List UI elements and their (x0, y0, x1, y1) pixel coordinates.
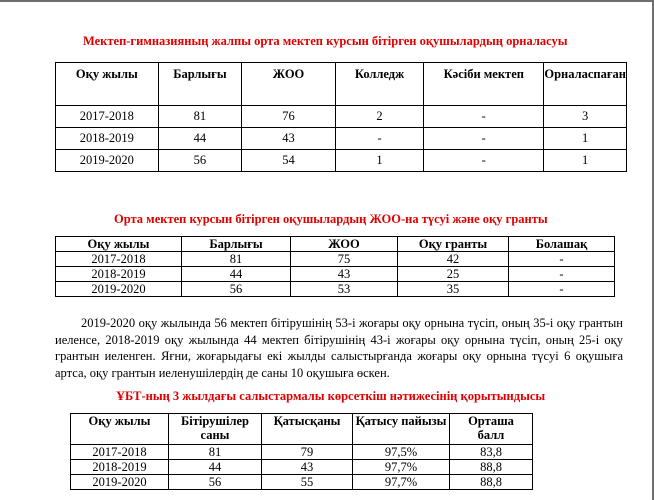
cell: - (424, 128, 544, 150)
cell: 97,7% (353, 475, 450, 490)
cell: 43 (291, 267, 398, 282)
cell: 43 (262, 460, 353, 475)
col-header-unplaced: Орналаспаған (544, 63, 627, 106)
cell: 44 (158, 128, 241, 150)
cell: 83,8 (450, 445, 533, 460)
cell: 2018-2019 (56, 128, 159, 150)
cell: 55 (262, 475, 353, 490)
cell: 1 (335, 150, 423, 172)
window-top-border (0, 0, 654, 2)
cell: 88,8 (450, 475, 533, 490)
col-header-university: ЖОО (291, 237, 398, 252)
cell: 81 (158, 106, 241, 128)
cell: - (335, 128, 423, 150)
cell: 76 (242, 106, 336, 128)
title-unt-results: ҰБТ-ның 3 жылдағы салыстармалы көрсеткіш нәтижесінің қорытындысы (116, 389, 546, 403)
cell: 53 (291, 282, 398, 297)
col-header-year: Оқу жылы (56, 237, 182, 252)
title-university-admission: Орта мектеп курсын бітірген оқушылардың ЖОО-на түсуі және оқу гранты (114, 212, 548, 226)
cell: 2017-2018 (71, 445, 169, 460)
cell: - (509, 267, 615, 282)
table-row (56, 282, 615, 297)
table-row (56, 128, 627, 150)
table-header-row (56, 63, 627, 106)
cell: - (509, 282, 615, 297)
col-header-participants: Қатысқаны (262, 414, 353, 445)
unt-results-table (70, 413, 533, 490)
cell: 54 (242, 150, 336, 172)
cell: 97,7% (353, 460, 450, 475)
cell: 2019-2020 (71, 475, 169, 490)
col-header-bolashak: Болашақ (509, 237, 615, 252)
col-header-average-score: Орташа балл (450, 414, 533, 445)
cell: 43 (242, 128, 336, 150)
col-header-total: Барлығы (158, 63, 241, 106)
admission-table (55, 236, 615, 297)
cell: - (424, 150, 544, 172)
cell: 2017-2018 (56, 106, 159, 128)
table-row (71, 445, 533, 460)
cell: 2017-2018 (56, 252, 182, 267)
cell: 79 (262, 445, 353, 460)
cell: 1 (544, 128, 627, 150)
cell: 56 (182, 282, 291, 297)
cell: 56 (158, 150, 241, 172)
col-header-graduates: Бітірушілер саны (169, 414, 262, 445)
cell: 25 (398, 267, 509, 282)
table-header-row (71, 414, 533, 445)
table-header-row (56, 237, 615, 252)
placement-table (55, 62, 627, 172)
summary-paragraph: 2019-2020 оқу жылында 56 мектеп бітірушінің 53-і жоғары оқу орнына түсіп, оның 35-і оқу грантын иеленсе, 2018-2019 оқу жылында 44 мектеп бітірушінің 43-і жоғары оқу орнына түсіп, оның 25-і оқу грантын иеленген. Яғни, жоғарыдағы екі жылды салыстырғанда жоғары оқу орнына түсуі 6 оқушыға артса, оқу грантын иеленушілердің де саны 10 оқушыға өскен. (55, 316, 623, 380)
table-row (56, 150, 627, 172)
cell: 44 (182, 267, 291, 282)
cell: 1 (544, 150, 627, 172)
col-header-grant: Оқу гранты (398, 237, 509, 252)
cell: 2 (335, 106, 423, 128)
cell: 81 (182, 252, 291, 267)
cell: 2018-2019 (56, 267, 182, 282)
cell: 42 (398, 252, 509, 267)
cell: 97,5% (353, 445, 450, 460)
cell: 75 (291, 252, 398, 267)
cell: 81 (169, 445, 262, 460)
cell: 2018-2019 (71, 460, 169, 475)
cell: - (424, 106, 544, 128)
cell: 35 (398, 282, 509, 297)
col-header-total: Барлығы (182, 237, 291, 252)
table-row (71, 460, 533, 475)
cell: 44 (169, 460, 262, 475)
cell: 2019-2020 (56, 150, 159, 172)
cell: 88,8 (450, 460, 533, 475)
cell: 3 (544, 106, 627, 128)
table-row (56, 106, 627, 128)
table-row (56, 267, 615, 282)
cell: 2019-2020 (56, 282, 182, 297)
table-row (71, 475, 533, 490)
cell: 56 (169, 475, 262, 490)
table-row (56, 252, 615, 267)
col-header-year: Оқу жылы (71, 414, 169, 445)
col-header-college: Колледж (335, 63, 423, 106)
col-header-vocational: Кәсіби мектеп (424, 63, 544, 106)
col-header-university: ЖОО (242, 63, 336, 106)
cell: - (509, 252, 615, 267)
col-header-participation-rate: Қатысу пайызы (353, 414, 450, 445)
title-placement: Мектеп-гимназияның жалпы орта мектеп курсын бітірген оқушылардың орналасуы (83, 34, 568, 48)
col-header-year: Оқу жылы (56, 63, 159, 106)
